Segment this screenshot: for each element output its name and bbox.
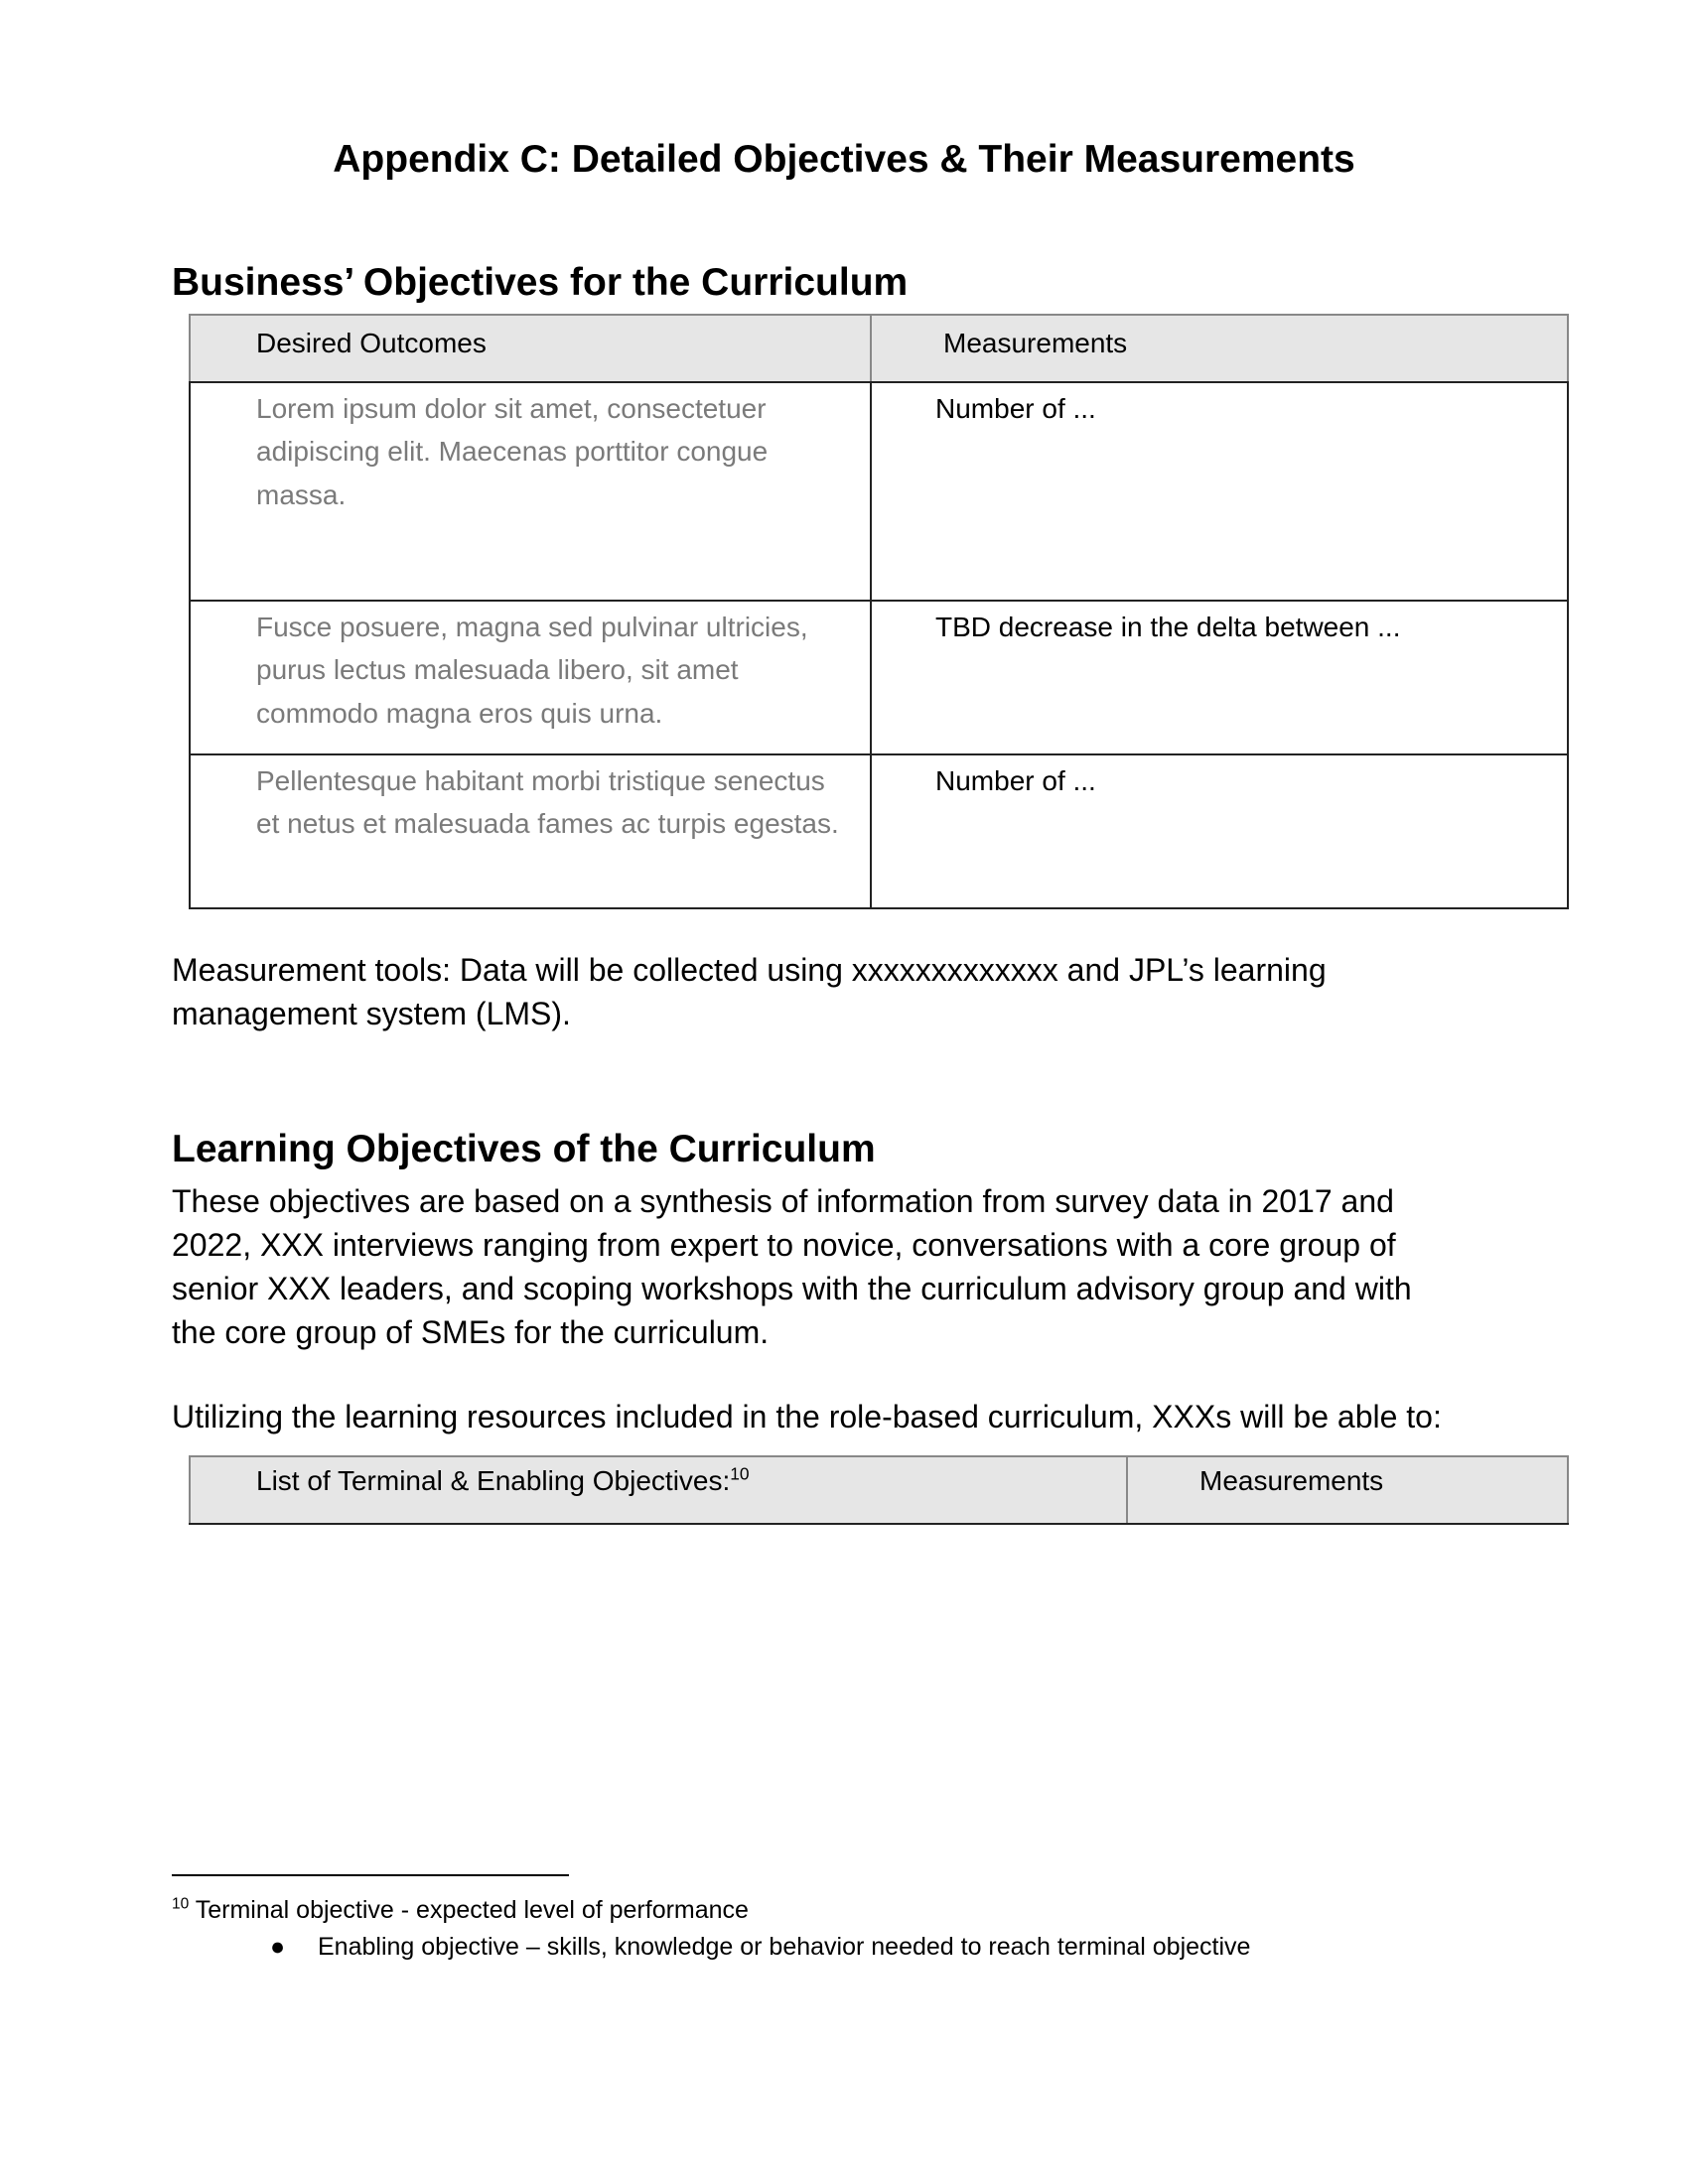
table-row	[190, 382, 1568, 601]
footnote-number: 10	[172, 1895, 190, 1913]
business-objectives-table	[189, 314, 1569, 909]
objectives-list-header	[190, 1456, 1127, 1524]
outcome-cell: Pellentesque habitant morbi tristique senectus et netus et malesuada fames ac turpis egestas.	[190, 754, 871, 908]
objectives-list-label: List of Terminal & Enabling Objectives:	[256, 1465, 731, 1496]
measurements-header: Measurements	[871, 315, 1568, 382]
footnote-ref[interactable]: 10	[730, 1463, 750, 1484]
outcome-cell: Lorem ipsum dolor sit amet, consectetuer adipiscing elit. Maecenas porttitor congue massa.	[190, 382, 871, 601]
footnote-bullet-text: Enabling objective – skills, knowledge or behavior needed to reach terminal objective	[318, 1933, 1251, 1961]
page-title: Appendix C: Detailed Objectives & Their Measurements	[333, 138, 1355, 181]
bullet-icon: ●	[270, 1933, 286, 1961]
outcome-cell: Fusce posuere, magna sed pulvinar ultricies, purus lectus malesuada libero, sit amet commodo magna eros quis urna.	[190, 601, 871, 754]
table-header-row	[190, 1456, 1568, 1524]
footnote-text: Terminal objective - expected level of performance	[195, 1896, 749, 1924]
footnote-bullet-item	[270, 1931, 1250, 1964]
table-row	[190, 601, 1568, 754]
table-header-row	[190, 315, 1568, 382]
learning-objectives-heading: Learning Objectives of the Curriculum	[172, 1128, 876, 1170]
footnote-divider	[172, 1874, 569, 1876]
business-objectives-heading: Business’ Objectives for the Curriculum	[172, 261, 909, 304]
learning-intro-paragraph: These objectives are based on a synthesis of information from survey data in 2017 and 2022, XXX interviews ranging from expert to novice, conversations with a core group of senior XXX leaders, and scoping workshops with the curriculum advisory group and with the core group of SMEs for the curriculum.	[172, 1183, 1412, 1351]
measurements-header: Measurements	[1127, 1456, 1568, 1524]
measurement-cell: Number of ...	[871, 754, 1568, 908]
measurement-cell: TBD decrease in the delta between ...	[871, 601, 1568, 754]
learning-lead-text: Utilizing the learning resources included in the role-based curriculum, XXXs will be able to:	[172, 1399, 1442, 1434]
measurement-cell: Number of ...	[871, 382, 1568, 601]
measurement-tools-text: Measurement tools: Data will be collected using xxxxxxxxxxxxx and JPL’s learning management system (LMS).	[172, 952, 1327, 1032]
footnote	[172, 1894, 749, 1927]
desired-outcomes-header: Desired Outcomes	[190, 315, 871, 382]
table-row	[190, 754, 1568, 908]
learning-objectives-table	[189, 1455, 1569, 1525]
